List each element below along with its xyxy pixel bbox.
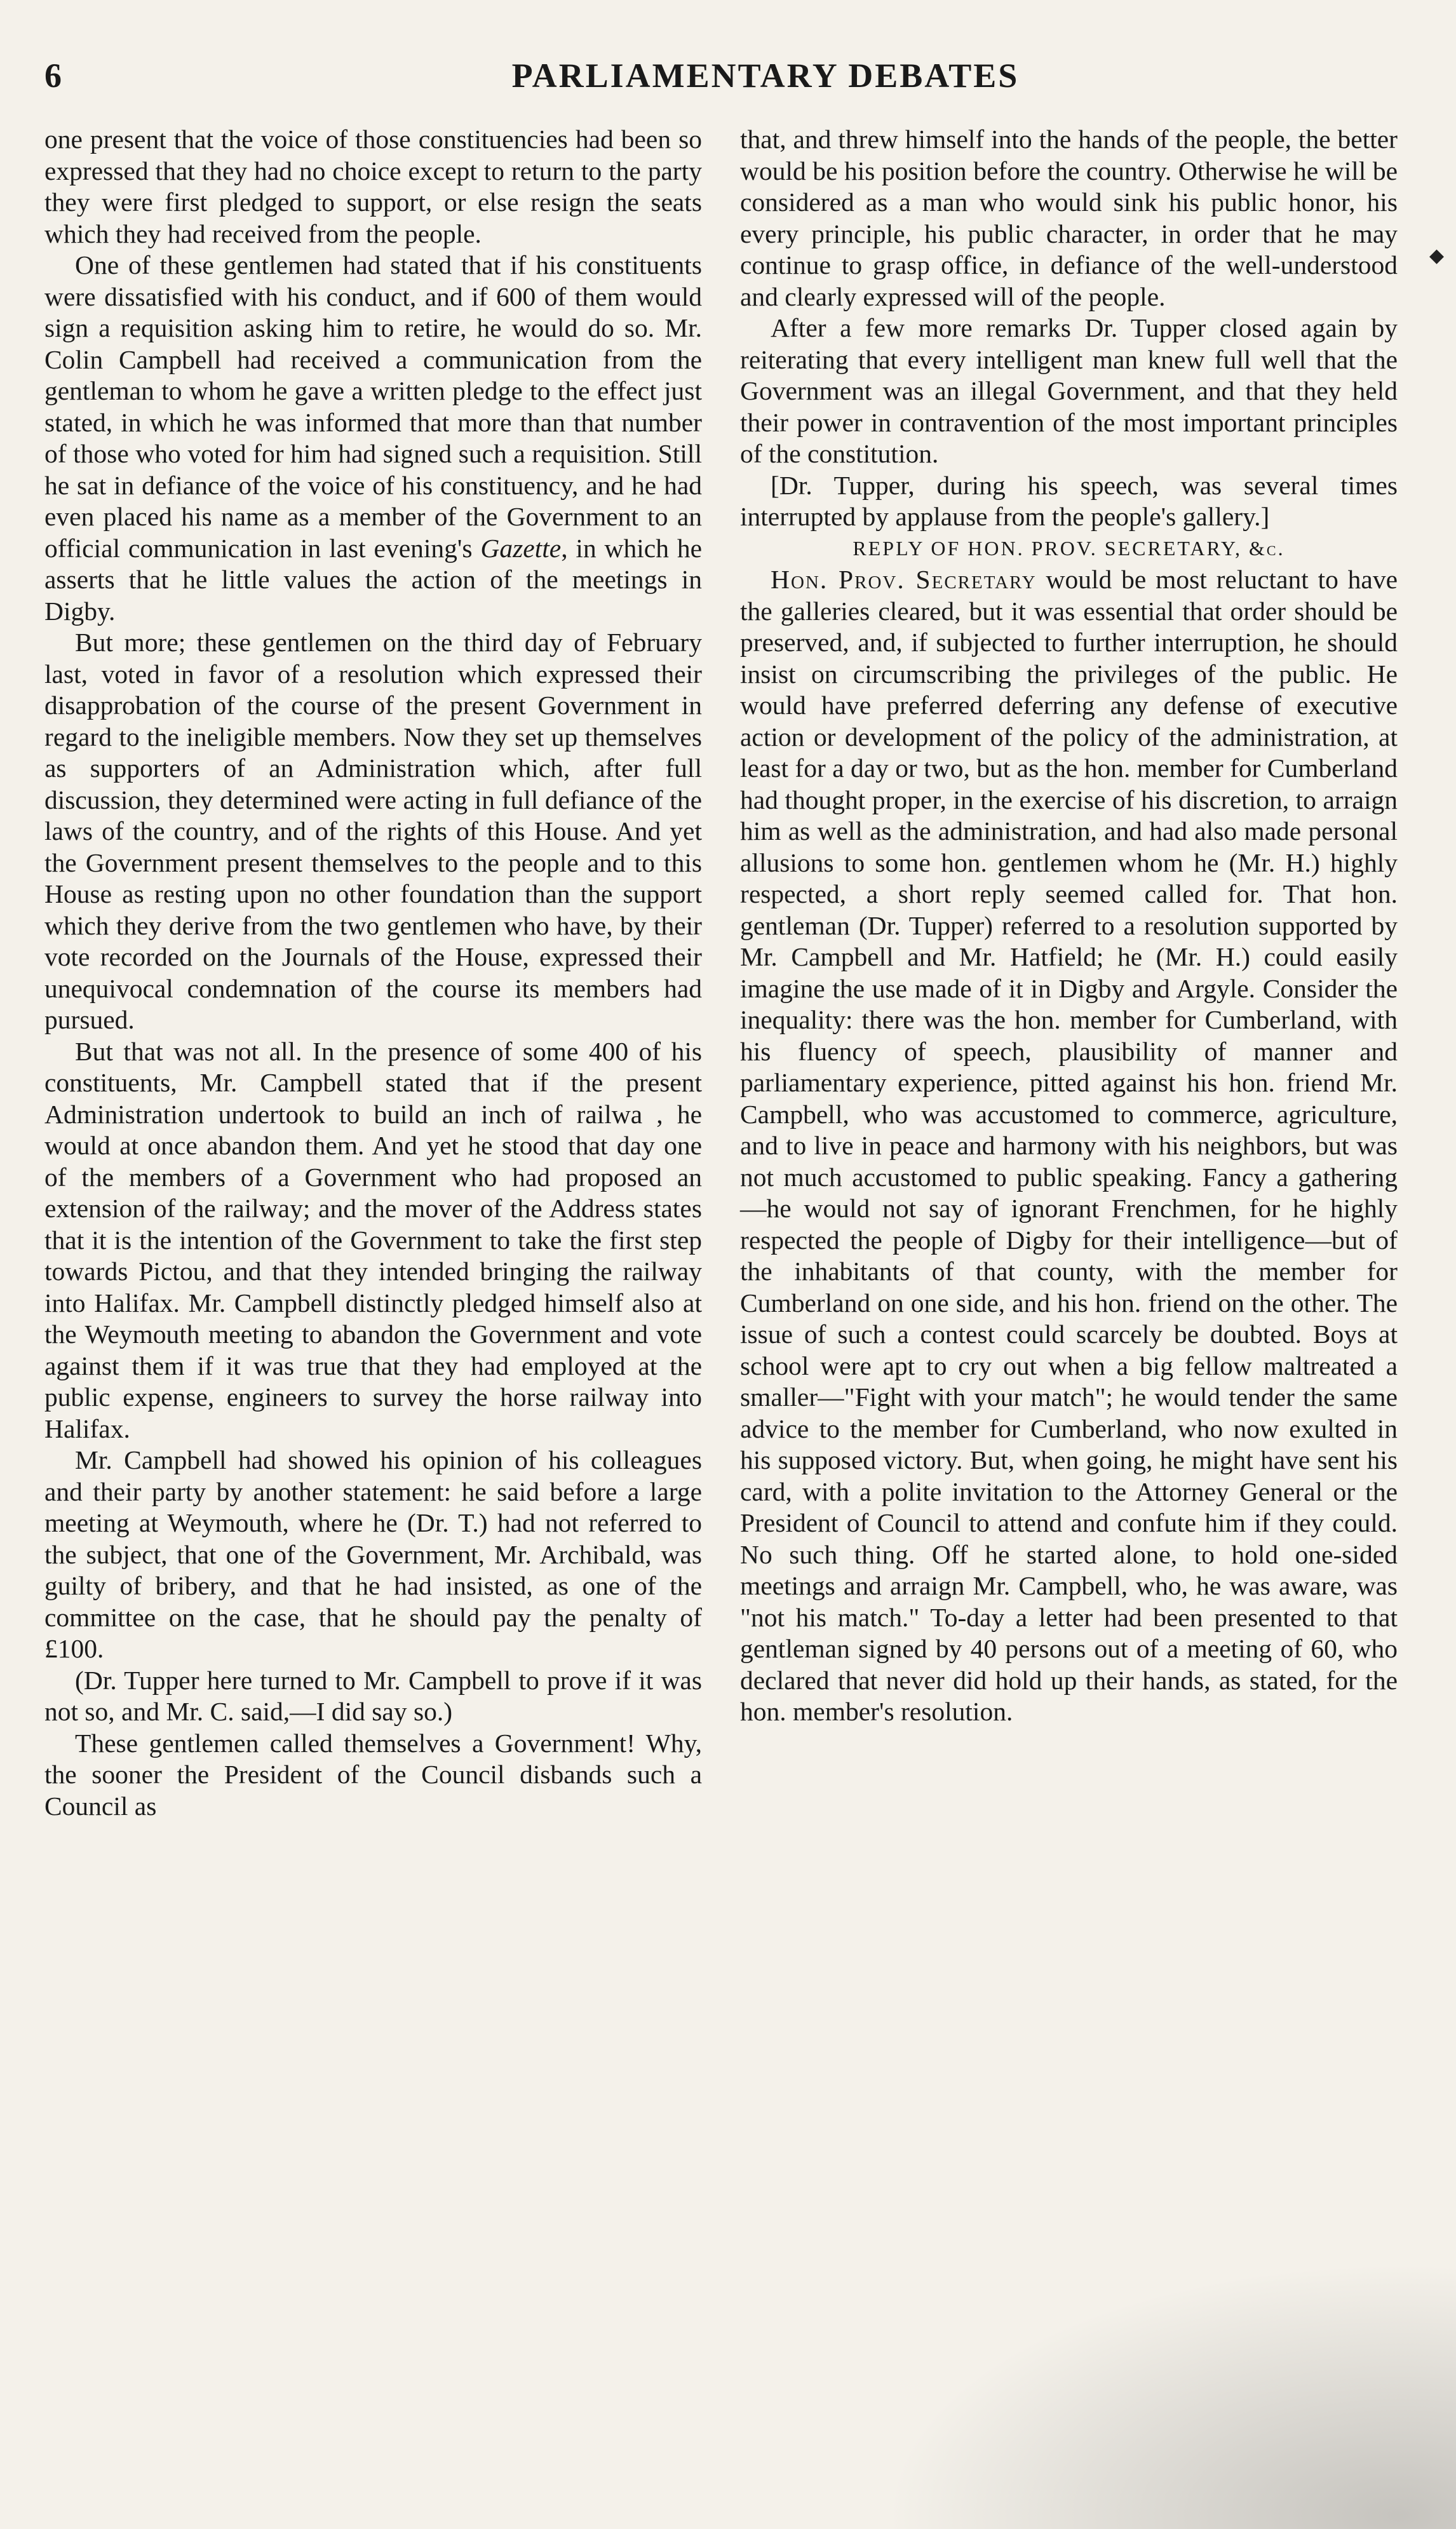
speaker-name: Hon. Prov. Secretary [771, 565, 1037, 594]
running-title: PARLIAMENTARY DEBATES [511, 57, 1020, 95]
paragraph: one present that the voice of those constituencies had been so expressed that they had no choice except to return to the party they were first pledged to support, or else resign the seats which they had received from the people. [44, 125, 702, 248]
paragraph: Mr. Campbell had showed his opinion of his colleagues and their party by another statement: he said before a large meeting at Weymouth, where he (Dr. T.) had not referred to the subject, that one of the Government, Mr. Archibald, was guilty of bribery, and that he had insisted, as one of the committee on the case, that he should pay the penalty of £100. [44, 1445, 702, 1663]
paragraph: But more; these gentlemen on the third day of February last, voted in favor of a resolution which expressed their disapprobation of the course of the present Government in regard to the ineligible members. Now they set up themselves as supporters of an Administration which, after full discussion, they determined were acting in full defiance of the laws of the country, and of the rights of this House. And yet the Government present themselves to the people and to this House as resting upon no other foundation than the support which they derive from the two gentlemen who have, by their vote recorded on the Journals of the House, expressed their unequivocal condemnation of the course its members had pursued. [44, 628, 702, 1034]
margin-mark-icon: ◆ [1429, 245, 1445, 266]
paragraph-text: , in which he asserts that he little values the action of the meetings in Digby. [44, 533, 702, 626]
paragraph [740, 564, 1398, 1728]
page-number: 6 [44, 57, 62, 95]
paragraph [44, 250, 702, 627]
paragraph: After a few more remarks Dr. Tupper closed again by reiterating that every intelligent man knew full well that the Government was an illegal Government, and that they held their power in contravention of the most important principles of the constitution. [740, 313, 1398, 468]
page-header [44, 56, 1410, 107]
section-heading: REPLY OF HON. PROV. SECRETARY, &c. [853, 536, 1285, 560]
paragraph-text: would be most reluctant to have the galleries cleared, but it was essential that order should be preserved, and, if subjected to further interruption, he should insist on circumscribing the privileges of the public. He would have preferred deferring any defense of executive action or development of the policy of the administration, at least for a day or two, but as the hon. member for Cumberland had thought proper, in the exercise of his discretion, to arraign him as well as the administration, and had also made personal allusions to some hon. gentlemen whom he (Mr. H.) highly respected, a short reply seemed called for. That hon. gentleman (Dr. Tupper) referred to a resolution supported by Mr. Campbell and Mr. Hatfield; he (Mr. H.) could easily imagine the use made of it in Digby and Argyle. Consider the inequality: there was the hon. member for Cumberland, with his fluency of speech, plausibility of manner and parliamentary experience, pitted against his hon. friend Mr. Campbell, who was accustomed to commerce, agriculture, and to live in peace and harmony with his neighbors, but was not much accustomed to public speaking. Fancy a gathering—he would not say of ignorant Frenchmen, for he highly respected the people of Digby for their intelligence—but of the inhabitants of that county, with the member for Cumberland on one side, and his hon. friend on the other. The issue of such a contest could scarcely be doubted. Boys at school were apt to cry out when a big fellow maltreated a smaller—"Fight with your match"; he would tender the same advice to the member for Cumberland, who now exulted in his supposed victory. But, when going, he might have sent his card, with a polite invitation to the Attorney General or the President of Council to attend and confute him if they could. No such thing. Off he started alone, to hold one-sided meetings and arraign Mr. Campbell, who, he was aware, was "not his match." To-day a letter had been presented to that gentleman signed by 40 persons out of a meeting of 60, who declared that never did hold up their hands, as stated, for the hon. member's resolution. [740, 565, 1398, 1726]
paragraph: (Dr. Tupper here turned to Mr. Campbell to prove if it was not so, and Mr. C. said,—I did say so.) [44, 1665, 702, 1726]
left-column [44, 124, 702, 1822]
newspaper-title: Gazette [480, 533, 562, 563]
paragraph: These gentlemen called themselves a Government! Why, the sooner the President of the Council disbands such a Council as [44, 1728, 702, 1821]
scan-noise [884, 2262, 1456, 2529]
paragraph: But that was not all. In the presence of some 400 of his constituents, Mr. Campbell stated that if the present Administration undertook to build an inch of railwa , he would at once abandon them. And yet he stood that day one of the members of a Government who had proposed an extension of the railway; and the mover of the Address states that it is the intention of the Government to take the first step towards Pictou, and that they intended bringing the railway into Halifax. Mr. Campbell distinctly pledged himself also at the Weymouth meeting to abandon the Government and vote against them if it was true that they had employed at the public expense, engineers to survey the horse railway into Halifax. [44, 1036, 702, 1443]
bracketed-note: [Dr. Tupper, during his speech, was several times interrupted by applause from the people's gallery.] [740, 470, 1398, 531]
right-column [740, 124, 1398, 1728]
paragraph: that, and threw himself into the hands of the people, the better would be his position before the country. Otherwise he will be considered as a man who would sink his public honor, his every principle, his public character, in order that he may continue to grasp office, in defiance of the well-understood and clearly expressed will of the people. [740, 125, 1398, 311]
paragraph-text: One of these gentlemen had stated that if his constituents were dissatisfied with his conduct, and if 600 of them would sign a requisition asking him to retire, he would do so. Mr. Colin Campbell had received a communication from the gentleman to whom he gave a written pledge to the effect just stated, in which he was informed that more than that number of those who voted for him had signed such a requisition. Still he sat in defiance of the voice of his constituency, and he had even placed his name as a member of the Government to an official communication in last evening's [44, 250, 702, 563]
